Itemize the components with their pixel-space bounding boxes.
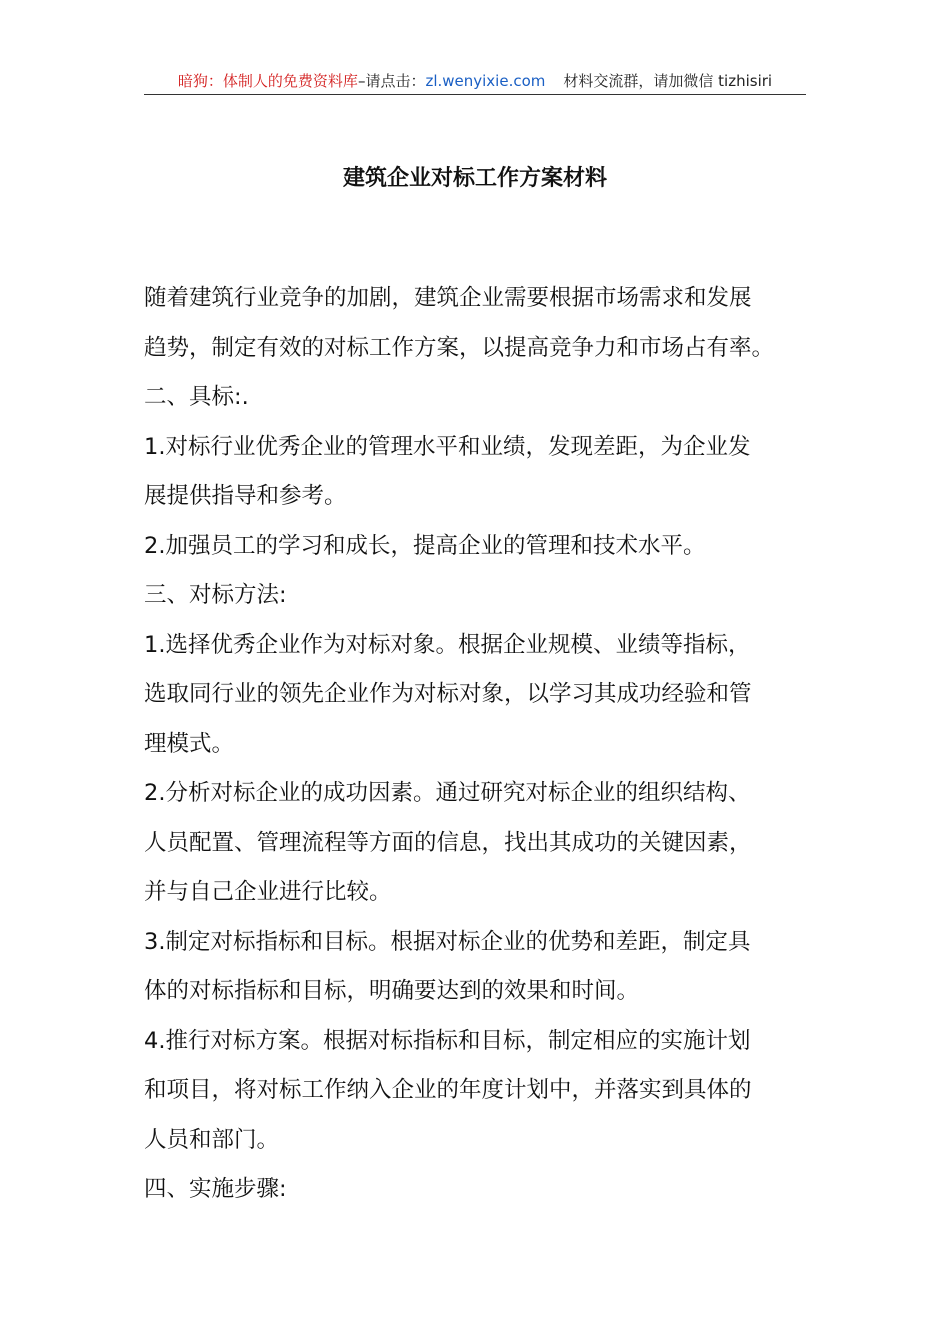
document-title: 建筑企业对标工作方案材料 bbox=[342, 166, 607, 191]
body-line: 4.推行对标方案。根据对标指标和目标，制定相应的实施计划 bbox=[144, 1027, 751, 1054]
body-line: 人员和部门。 bbox=[144, 1126, 280, 1153]
section-heading: 四、实施步骤: bbox=[144, 1176, 287, 1202]
body-line: 3.制定对标指标和目标。根据对标企业的优势和差距，制定具 bbox=[144, 928, 751, 955]
body-line: 2.加强员工的学习和成长，提高企业的管理和技术水平。 bbox=[144, 532, 706, 559]
section-heading: 二、具标:. bbox=[144, 384, 249, 410]
body-line: 展提供指导和参考。 bbox=[144, 483, 347, 509]
header-wechat-note: 材料交流群，请加微信 tizhisiri bbox=[563, 72, 773, 90]
body-line: 和项目，将对标工作纳入企业的年度计划中，并落实到具体的 bbox=[144, 1077, 752, 1103]
body-line: 趋势，制定有效的对标工作方案，以提高竞争力和市场占有率。 bbox=[144, 334, 775, 361]
document-body bbox=[144, 274, 808, 1215]
body-line: 1.对标行业优秀企业的管理水平和业绩，发现差距，为企业发 bbox=[144, 433, 751, 460]
section-heading: 三、对标方法: bbox=[144, 582, 287, 608]
body-line: 随着建筑行业竞争的加剧，建筑企业需要根据市场需求和发展 bbox=[144, 285, 752, 311]
body-line: 2.分析对标企业的成功因素。通过研究对标企业的组织结构、 bbox=[144, 780, 751, 806]
body-line: 体的对标指标和目标，明确要达到的效果和时间。 bbox=[144, 978, 640, 1004]
body-line: 1.选择优秀企业作为对标对象。根据企业规模、业绩等指标， bbox=[144, 631, 751, 658]
page-header bbox=[144, 70, 806, 95]
body-line: 理模式。 bbox=[144, 730, 235, 757]
body-line: 并与自己企业进行比较。 bbox=[144, 879, 392, 905]
body-line: 人员配置、管理流程等方面的信息，找出其成功的关键因素， bbox=[144, 829, 752, 856]
body-line: 选取同行业的领先企业作为对标对象，以学习其成功经验和管 bbox=[144, 681, 752, 707]
header-site-name: 暗狗：体制人的免费资料库 bbox=[177, 72, 358, 90]
header-url-link[interactable]: zl.wenyixie.com bbox=[425, 72, 546, 90]
header-click-prompt: –请点击： bbox=[357, 72, 426, 90]
